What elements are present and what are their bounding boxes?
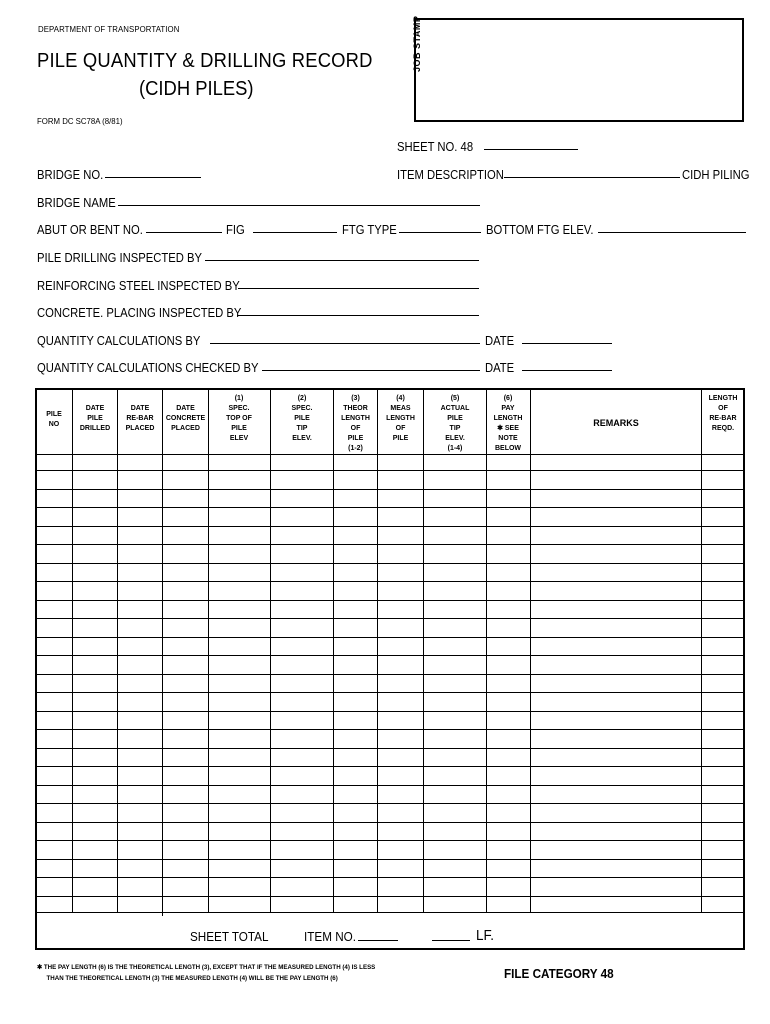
department-name: DEPARTMENT OF TRANSPORTATION (38, 24, 180, 34)
item-no-label: ITEM NO. (304, 929, 357, 944)
table-row[interactable] (37, 912, 744, 913)
footnote-line-1: ✱ THE PAY LENGTH (6) IS THE THEORETICAL LENGTH (3), EXCEPT THAT IF THE MEASURED LENGTH (4) IS LESS (37, 964, 376, 971)
table-row[interactable] (37, 563, 744, 564)
bridge-name-label: BRIDGE NAME (37, 196, 116, 210)
quantity-calculations-by-label: QUANTITY CALCULATIONS BY (37, 334, 201, 348)
table-row[interactable] (37, 859, 744, 860)
pile-drilling-inspected-by-label: PILE DRILLING INSPECTED BY (37, 251, 203, 265)
col-header-actual-pile-tip-elev: (5) ACTUAL PILE TIP ELEV. (1-4) (440, 395, 470, 452)
table-row[interactable] (37, 896, 744, 897)
table-row[interactable] (37, 692, 744, 693)
table-row[interactable] (37, 489, 744, 490)
table-row[interactable] (37, 674, 744, 675)
col-header-date-rebar-placed: DATE RE-BAR PLACED (125, 405, 155, 432)
table-column-divider (117, 390, 118, 912)
table-column-divider (162, 390, 163, 912)
concrete-placing-inspected-by-line[interactable] (237, 315, 479, 316)
reinforcing-steel-inspected-by-line[interactable] (238, 288, 479, 289)
table-row[interactable] (37, 618, 744, 619)
table-row[interactable] (37, 637, 744, 638)
table-column-divider (270, 390, 271, 912)
col-header-meas-length-of-pile: (4) MEAS LENGTH OF PILE (386, 395, 415, 442)
bridge-name-line[interactable] (118, 205, 480, 206)
ftg-type-label: FTG TYPE (342, 223, 397, 237)
table-row[interactable] (37, 454, 744, 455)
table-row[interactable] (37, 526, 744, 527)
cidh-piling-label: CIDH PILING (682, 168, 750, 182)
table-row[interactable] (37, 785, 744, 786)
table-row[interactable] (37, 877, 744, 878)
table-column-divider (377, 390, 378, 912)
col-header-pile-no: PILE NO (46, 411, 62, 428)
fig-line[interactable] (253, 232, 337, 233)
col-header-date-concrete-placed: DATE CONCRETE PLACED (165, 405, 206, 432)
abut-or-bent-no-label: ABUT OR BENT NO. (37, 223, 143, 237)
pile-record-table (35, 388, 745, 950)
job-stamp-box (412, 15, 744, 122)
item-description-label: ITEM DESCRIPTION (397, 168, 504, 182)
col-header-remarks: REMARKS (593, 418, 639, 428)
table-row[interactable] (37, 822, 744, 823)
sheet-total-label: SHEET TOTAL (190, 929, 269, 944)
table-column-divider (486, 390, 487, 912)
bottom-ftg-elev-line[interactable] (598, 232, 746, 233)
col-header-spec-top-of-pile-elev: (1) SPEC. TOP OF PILE ELEV (226, 395, 252, 442)
reinforcing-steel-inspected-by-label: REINFORCING STEEL INSPECTED BY (37, 279, 240, 293)
sheet-no-label: SHEET NO. 48 (397, 140, 474, 154)
date-1-label: DATE (485, 334, 515, 348)
table-row[interactable] (37, 507, 744, 508)
sheet-total-tick (162, 912, 163, 916)
table-column-divider (333, 390, 334, 912)
pay-length-footnote (37, 962, 375, 984)
footnote-line-2: THAN THE THEORETICAL LENGTH (3) THE MEASURED LENGTH (4) WILL BE THE PAY LENGTH (6) (46, 975, 338, 982)
job-stamp-label: JOB STAMP (412, 15, 422, 72)
quantity-calculations-by-line[interactable] (210, 343, 480, 344)
col-header-spec-pile-tip-elev: (2) SPEC. PILE TIP ELEV. (291, 395, 313, 442)
form-number: FORM DC SC78A (8/81) (37, 116, 123, 126)
table-row[interactable] (37, 840, 744, 841)
fig-label: FIG (226, 223, 245, 237)
table-row[interactable] (37, 711, 744, 712)
col-header-pay-length: (6) PAY LENGTH ✱ SEE NOTE BELOW (493, 395, 523, 452)
quantity-calculations-checked-by-label: QUANTITY CALCULATIONS CHECKED BY (37, 361, 259, 375)
concrete-placing-inspected-by-label: CONCRETE. PLACING INSPECTED BY (37, 306, 242, 320)
item-no-line[interactable] (358, 940, 398, 941)
col-header-theor-length-of-pile: (3) THEOR LENGTH OF PILE (1-2) (341, 395, 370, 452)
pile-drilling-inspected-by-line[interactable] (205, 260, 479, 261)
table-row[interactable] (37, 470, 744, 471)
sheet-no-line[interactable] (484, 149, 578, 150)
table-row[interactable] (37, 803, 744, 804)
date-2-line[interactable] (522, 370, 612, 371)
table-row[interactable] (37, 729, 744, 730)
table-column-divider (530, 390, 531, 912)
table-column-divider (701, 390, 702, 912)
bottom-ftg-elev-label: BOTTOM FTG ELEV. (486, 223, 594, 237)
date-2-label: DATE (485, 361, 515, 375)
quantity-calculations-checked-by-line[interactable] (262, 370, 480, 371)
table-row[interactable] (37, 544, 744, 545)
date-1-line[interactable] (522, 343, 612, 344)
ftg-type-line[interactable] (399, 232, 481, 233)
table-column-divider (423, 390, 424, 912)
table-column-divider (72, 390, 73, 912)
table-row[interactable] (37, 766, 744, 767)
bridge-no-label: BRIDGE NO. (37, 168, 104, 182)
form-title: PILE QUANTITY & DRILLING RECORD (37, 50, 373, 72)
col-header-date-pile-drilled: DATE PILE DRILLED (79, 405, 111, 432)
table-row[interactable] (37, 600, 744, 601)
abut-or-bent-no-line[interactable] (146, 232, 222, 233)
table-column-divider (208, 390, 209, 912)
bridge-no-line[interactable] (105, 177, 201, 178)
table-row[interactable] (37, 748, 744, 749)
col-header-length-of-rebar-reqd: LENGTH OF RE-BAR REQD. (708, 395, 738, 432)
form-subtitle: (CIDH PILES) (139, 78, 254, 100)
item-description-line[interactable] (504, 177, 680, 178)
table-row[interactable] (37, 655, 744, 656)
lf-label: LF. (476, 927, 495, 944)
file-category: FILE CATEGORY 48 (504, 966, 614, 981)
lf-line[interactable] (432, 940, 470, 941)
table-row[interactable] (37, 581, 744, 582)
